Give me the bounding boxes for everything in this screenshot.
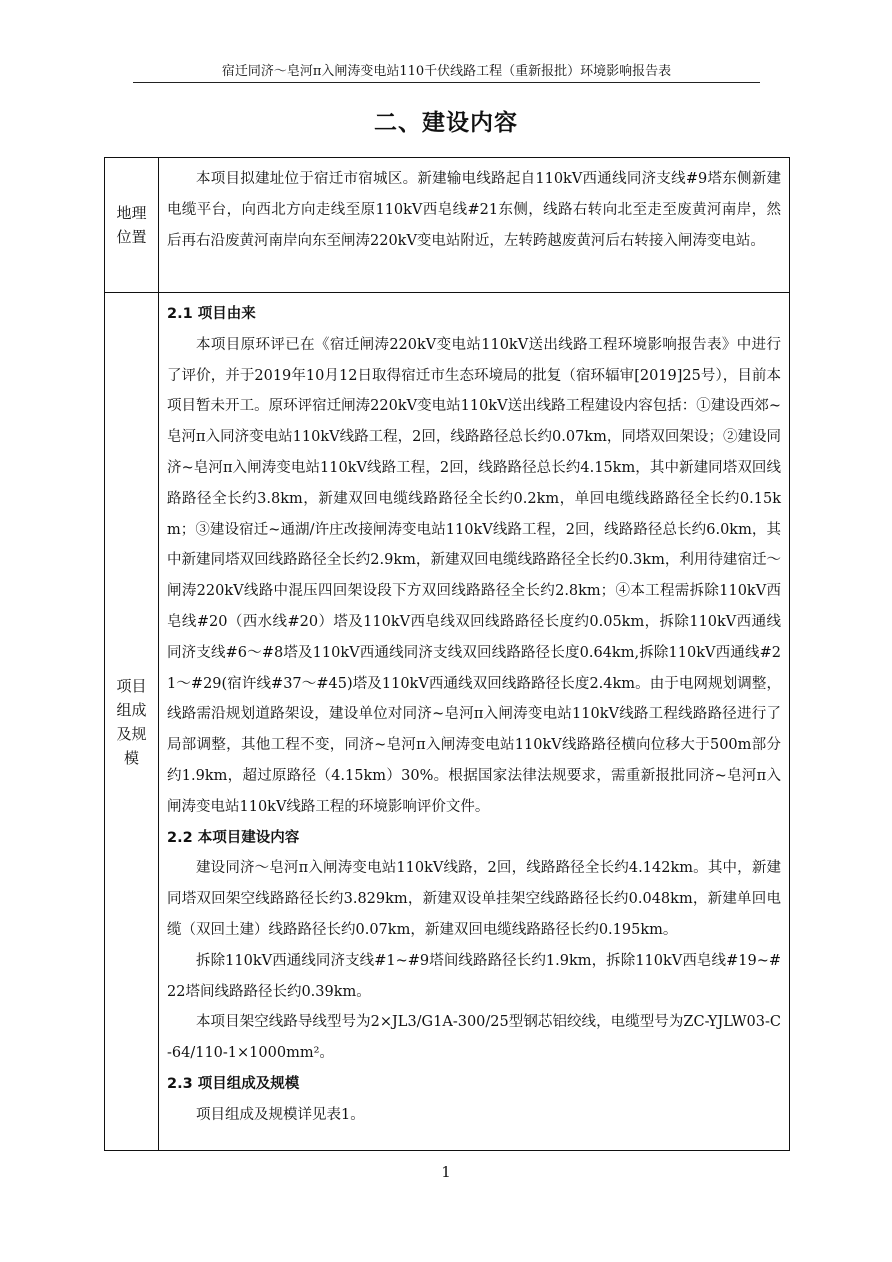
- composition-label-cell: [105, 293, 159, 1150]
- location-description: 本项目拟建址位于宿迁市宿城区。新建输电线路起自110kV西通线同济支线#9塔东侧新建电缆平台，向西北方向走线至原110kV西皂线#21东侧，线路右转向北至走至废黄河南岸，然后再右沿废黄河南岸向东至闸涛220kV变电站附近，左转跨越废黄河后右转接入闸涛变电站。: [167, 171, 781, 249]
- section-2-1-heading: 2.1 项目由来: [167, 306, 256, 322]
- section-2-2-paragraph-1: 建设同济～皂河π入闸涛变电站110kV线路，2回，线路路径全长约4.142km。其中，新建同塔双回架空线路路径长约3.829km，新建双设单挂架空线路路径长约0.048km，新建单回电缆（双回土建）线路路径长约0.07km，新建双回电缆线路路径长约0.195km。: [167, 860, 781, 938]
- section-2-3-heading: 2.3 项目组成及规模: [167, 1075, 300, 1092]
- section-title: 二、建设内容: [374, 110, 518, 136]
- location-label-cell: [105, 158, 159, 292]
- section-2-2-paragraph-3: 本项目架空线路导线型号为2×JL3/G1A-300/25型钢芯铝绞线，电缆型号为ZC-YJLW03-C-64/110-1×1000mm²。: [167, 1014, 781, 1062]
- location-label: 地理位置: [116, 204, 147, 246]
- project-composition-row: [105, 293, 789, 1150]
- running-header: 宿迁同济～皂河π入闸涛变电站110千伏线路工程（重新报批）环境影响报告表: [133, 62, 760, 83]
- composition-content-cell: [159, 293, 789, 1150]
- construction-content-table: [104, 157, 790, 1151]
- location-content-cell: [159, 158, 789, 292]
- section-2-2-heading: 2.2 本项目建设内容: [167, 829, 300, 846]
- section-2-2-paragraph-2: 拆除110kV西通线同济支线#1~#9塔间线路路径长约1.9km，拆除110kV西皂线#19~#22塔间线路路径长约0.39km。: [167, 952, 781, 1000]
- section-2-3-paragraph: 项目组成及规模详见表1。: [196, 1106, 365, 1123]
- geographic-location-row: [105, 158, 789, 293]
- section-2-1-paragraph: 本项目原环评已在《宿迁闸涛220kV变电站110kV送出线路工程环境影响报告表》中进行了评价，并于2019年10月12日取得宿迁市生态环境局的批复（宿环辐审[2019]25号），目前本项目暂未开工。原环评宿迁闸涛220kV变电站110kV送出线路工程建设内容包括：①建设西郊~皂河π入同济变电站110kV线路工程，2回，线路路径总长约0.07km，同塔双回架设；②建设同济~皂河π入闸涛变电站110kV线路工程，2回，线路路径总长约4.15km，其中新建同塔双回线路路径全长约3.8km，新建双回电缆线路路径全长约0.2km，单回电缆线路路径全长约0.15km；③建设宿迁~通湖/许庄改接闸涛变电站110kV线路工程，2回，线路路径总长约6.0km，其中新建同塔双回线路路径全长约2.9km，新建双回电缆线路路径全长约0.3km，利用待建宿迁～闸涛220kV线路中混压四回架设段下方双回线路路径全长约2.8km；④本工程需拆除110kV西皂线#20（西水线#20）塔及110kV西皂线双回线路路径长度约0.05km，拆除110kV西通线同济支线#6～#8塔及110kV西通线同济支线双回线路路径长度0.64km,拆除110kV西通线#21～#29(宿许线#37～#45)塔及110kV西通线双回线路路径长度2.4km。由于电网规划调整，线路需沿规划道路架设，建设单位对同济~皂河π入闸涛变电站110kV线路工程线路路径进行了局部调整，其他工程不变，同济~皂河π入闸涛变电站110kV线路路径横向位移大于500m部分约1.9km，超过原路径（4.15km）30%。根据国家法律法规要求，需重新报批同济~皂河π入闸涛变电站110kV线路工程的环境影响评价文件。: [167, 336, 781, 815]
- composition-label: 项目组成及规模: [116, 676, 147, 767]
- page-number: 1: [441, 1163, 451, 1181]
